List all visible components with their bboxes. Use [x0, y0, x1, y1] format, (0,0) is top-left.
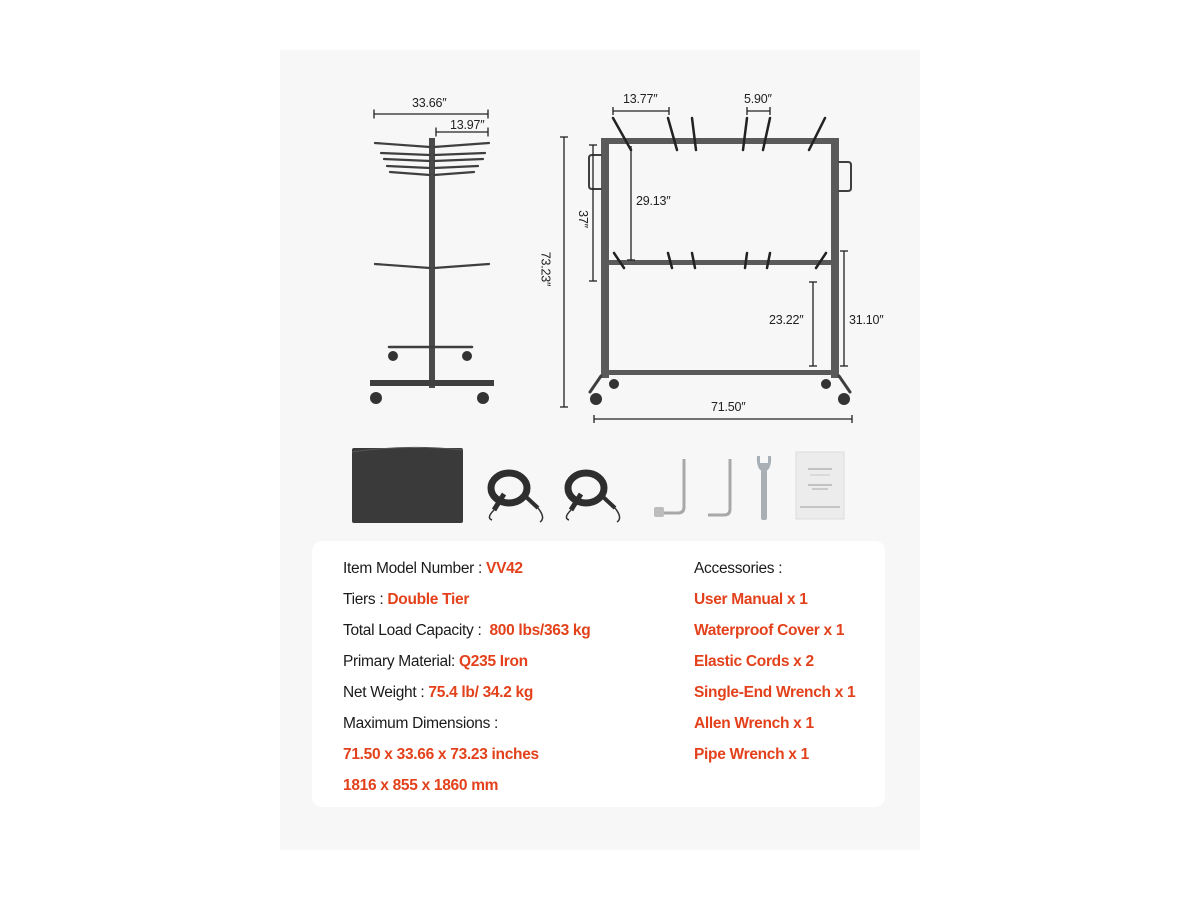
- spec-capacity: [343, 622, 590, 640]
- spec-dimensions-mm: 1816 x 855 x 1860 mm: [343, 777, 499, 794]
- cover-icon: [352, 448, 463, 523]
- dim-hook-spacing-wide: 13.77″: [623, 92, 658, 106]
- spec-model-label: Item Model Number :: [343, 560, 487, 577]
- accessory-item: Allen Wrench x 1: [694, 715, 814, 732]
- wrench-icon: [757, 456, 771, 520]
- spec-weight: [343, 684, 533, 702]
- elastic-cord-icon: [489, 473, 542, 522]
- dim-upper-tier-height: 29.13″: [636, 194, 671, 208]
- dim-hook-spacing-narrow: 5.90″: [744, 92, 772, 106]
- specs-card: [312, 541, 885, 807]
- allen-wrench-icon: [708, 459, 730, 515]
- spec-capacity-value: 800 lbs/363 kg: [489, 622, 591, 639]
- dim-lower-tier-clearance: 23.22″: [769, 313, 804, 327]
- dim-total-height: 73.23″: [538, 251, 553, 287]
- dim-total-length: 71.50″: [711, 400, 746, 414]
- spec-tiers-label: Tiers :: [343, 591, 388, 608]
- spec-weight-value: 75.4 lb/ 34.2 kg: [428, 684, 534, 701]
- accessory-images: [352, 447, 844, 523]
- spec-tiers: [343, 591, 469, 609]
- spec-dimensions-label: Maximum Dimensions :: [343, 715, 499, 732]
- front-view-drawing: [589, 118, 851, 405]
- accessories-label: Accessories :: [694, 560, 783, 577]
- spec-material: [343, 653, 528, 671]
- dim-side-arm-length: 13.97″: [450, 118, 485, 132]
- dim-lower-section: 31.10″: [849, 313, 884, 327]
- accessory-item: Waterproof Cover x 1: [694, 622, 845, 639]
- side-view-drawing: [370, 110, 494, 404]
- accessory-item: Pipe Wrench x 1: [694, 746, 809, 763]
- spec-material-value: Q235 Iron: [459, 653, 528, 670]
- spec-material-label: Primary Material:: [343, 653, 460, 670]
- elastic-cord-icon: [566, 473, 619, 522]
- dim-side-total-width: 33.66″: [412, 96, 447, 110]
- accessory-item: User Manual x 1: [694, 591, 808, 608]
- spec-model-value: VV42: [486, 560, 523, 577]
- spec-capacity-label: Total Load Capacity :: [343, 622, 490, 639]
- accessory-item: Single-End Wrench x 1: [694, 684, 856, 701]
- accessory-item: Elastic Cords x 2: [694, 653, 814, 670]
- spec-dimensions-inches: 71.50 x 33.66 x 73.23 inches: [343, 746, 539, 763]
- pipe-wrench-icon: [663, 459, 684, 513]
- spec-model: [343, 560, 523, 578]
- spec-weight-label: Net Weight :: [343, 684, 429, 701]
- dim-upper-section: 37″: [575, 210, 590, 228]
- spec-tiers-value: Double Tier: [387, 591, 470, 608]
